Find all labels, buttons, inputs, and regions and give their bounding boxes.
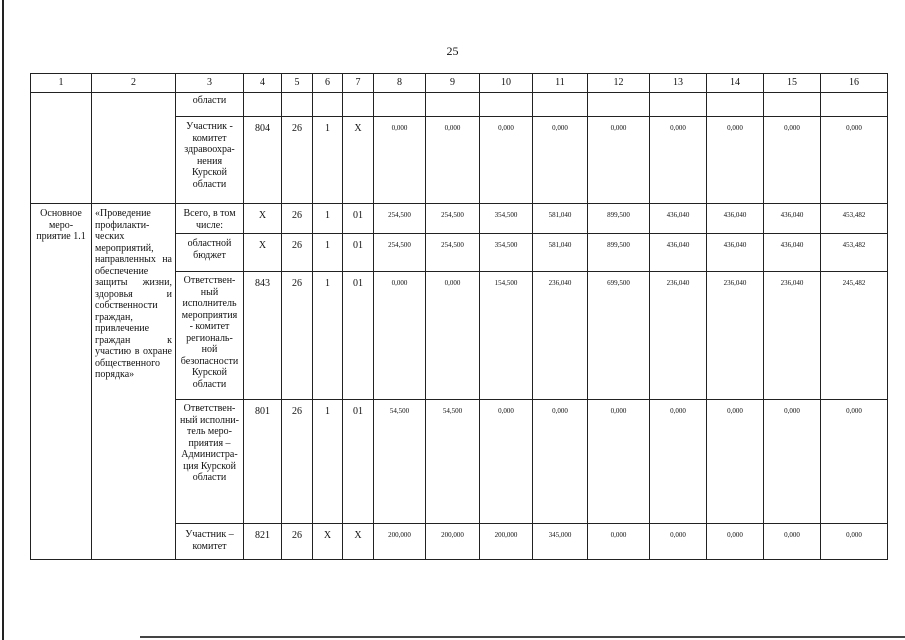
cell-value: 436,040 — [707, 234, 764, 272]
header-cell: 16 — [821, 74, 888, 93]
cell-code: 26 — [282, 272, 313, 400]
cell-code: 1 — [313, 272, 343, 400]
cell-value: 0,000 — [533, 117, 588, 204]
cell-empty — [764, 93, 821, 117]
cell-value: 0,000 — [480, 117, 533, 204]
cell-empty — [92, 93, 176, 204]
cell-empty — [650, 93, 707, 117]
cell-code: 26 — [282, 234, 313, 272]
cell-empty — [282, 93, 313, 117]
cell-code: 1 — [313, 204, 343, 234]
cell-value: 236,040 — [533, 272, 588, 400]
cell-empty — [821, 93, 888, 117]
cell-value: 0,000 — [588, 524, 650, 560]
cell-value: 0,000 — [821, 400, 888, 524]
cell-value: 0,000 — [821, 117, 888, 204]
cell-value: 0,000 — [650, 524, 707, 560]
header-cell: 1 — [31, 74, 92, 93]
cell-value: 0,000 — [764, 117, 821, 204]
cell-empty — [707, 93, 764, 117]
cell-value: 236,040 — [707, 272, 764, 400]
table-row-total — [31, 204, 888, 234]
cell-executor-name: Ответствен-ный исполни-тель меро-приятия – Администра-ция Курской области — [176, 400, 244, 524]
cell-measure-title: «Проведение профилакти-ческих мероприятий, направленных на обеспечение защиты жизни, здоровья и собственности граждан, привлечение граждан к участию в охране общественного порядка» — [92, 204, 176, 560]
cell-code: 843 — [244, 272, 282, 400]
page-edge-left — [2, 0, 4, 640]
cell-value: 254,500 — [374, 234, 426, 272]
cell-value: 0,000 — [764, 524, 821, 560]
cell-value: 0,000 — [650, 117, 707, 204]
cell-value: 200,000 — [480, 524, 533, 560]
cell-value: 345,000 — [533, 524, 588, 560]
cell-code: 1 — [313, 234, 343, 272]
cell-value: 0,000 — [374, 272, 426, 400]
cell-value: 0,000 — [588, 400, 650, 524]
cell-value: 0,000 — [588, 117, 650, 204]
cell-code: 1 — [313, 400, 343, 524]
cell-value: 699,500 — [588, 272, 650, 400]
cell-code: 804 — [244, 117, 282, 204]
header-cell: 13 — [650, 74, 707, 93]
header-cell: 10 — [480, 74, 533, 93]
cell-value: 54,500 — [426, 400, 480, 524]
cell-value: 354,500 — [480, 204, 533, 234]
cell-code: 26 — [282, 400, 313, 524]
cell-value: 0,000 — [533, 400, 588, 524]
cell-value: 254,500 — [374, 204, 426, 234]
cell-value: 0,000 — [650, 400, 707, 524]
cell-executor-name: Участник - комитет здравоохра-нения Курской области — [176, 117, 244, 204]
cell-value: 436,040 — [650, 204, 707, 234]
cell-value: 0,000 — [707, 524, 764, 560]
cell-value: 236,040 — [650, 272, 707, 400]
header-cell: 3 — [176, 74, 244, 93]
cell-value: 354,500 — [480, 234, 533, 272]
cell-empty — [343, 93, 374, 117]
header-row — [31, 74, 888, 93]
cell-value: 453,482 — [821, 204, 888, 234]
cell-measure-id: Основное меро-приятие 1.1 — [31, 204, 92, 560]
header-cell: 11 — [533, 74, 588, 93]
cell-value: 0,000 — [426, 272, 480, 400]
cell-code: Х — [244, 204, 282, 234]
cell-code: 26 — [282, 117, 313, 204]
cell-value: 0,000 — [426, 117, 480, 204]
cell-value: 581,040 — [533, 234, 588, 272]
cell-empty — [31, 93, 92, 204]
cell-code: Х — [244, 234, 282, 272]
cell-code: 01 — [343, 272, 374, 400]
cell-executor-name: области — [176, 93, 244, 117]
header-cell: 6 — [313, 74, 343, 93]
cell-value: 154,500 — [480, 272, 533, 400]
cell-value: 581,040 — [533, 204, 588, 234]
cell-code: Х — [343, 117, 374, 204]
cell-empty — [533, 93, 588, 117]
cell-value: 453,482 — [821, 234, 888, 272]
header-cell: 2 — [92, 74, 176, 93]
header-cell: 15 — [764, 74, 821, 93]
cell-code: 26 — [282, 524, 313, 560]
cell-value: 54,500 — [374, 400, 426, 524]
cell-empty — [244, 93, 282, 117]
header-cell: 7 — [343, 74, 374, 93]
cell-empty — [480, 93, 533, 117]
cell-value: 899,500 — [588, 204, 650, 234]
cell-value: 254,500 — [426, 234, 480, 272]
header-cell: 4 — [244, 74, 282, 93]
cell-value: 0,000 — [764, 400, 821, 524]
cell-value: 254,500 — [426, 204, 480, 234]
cell-value: 200,000 — [426, 524, 480, 560]
cell-value: 436,040 — [764, 234, 821, 272]
cell-empty — [374, 93, 426, 117]
header-cell: 5 — [282, 74, 313, 93]
cell-executor-name: Ответствен-ный исполнитель мероприятия - комитет региональ-ной безопасности Курской области — [176, 272, 244, 400]
cell-value: 436,040 — [707, 204, 764, 234]
page-number: 25 — [446, 44, 459, 58]
header-cell: 12 — [588, 74, 650, 93]
cell-executor-name: Участник – комитет — [176, 524, 244, 560]
header-cell: 9 — [426, 74, 480, 93]
cell-code: 1 — [313, 117, 343, 204]
table-row-continued — [31, 93, 888, 117]
cell-value: 236,040 — [764, 272, 821, 400]
cell-value: 0,000 — [480, 400, 533, 524]
budget-table — [30, 73, 888, 560]
header-cell: 8 — [374, 74, 426, 93]
cell-value: 0,000 — [374, 117, 426, 204]
cell-value: 436,040 — [650, 234, 707, 272]
cell-code: Х — [343, 524, 374, 560]
cell-code: 821 — [244, 524, 282, 560]
cell-value: 436,040 — [764, 204, 821, 234]
cell-executor-name: областной бюджет — [176, 234, 244, 272]
cell-code: Х — [313, 524, 343, 560]
page-edge-bottom — [140, 636, 905, 638]
cell-code: 01 — [343, 234, 374, 272]
cell-value: 245,482 — [821, 272, 888, 400]
cell-value: 899,500 — [588, 234, 650, 272]
cell-code: 01 — [343, 400, 374, 524]
cell-code: 01 — [343, 204, 374, 234]
cell-value: 0,000 — [707, 400, 764, 524]
cell-empty — [313, 93, 343, 117]
cell-empty — [426, 93, 480, 117]
cell-value: 0,000 — [707, 117, 764, 204]
cell-empty — [588, 93, 650, 117]
cell-code: 801 — [244, 400, 282, 524]
cell-executor-name: Всего, в том числе: — [176, 204, 244, 234]
cell-value: 0,000 — [821, 524, 888, 560]
header-cell: 14 — [707, 74, 764, 93]
cell-value: 200,000 — [374, 524, 426, 560]
cell-code: 26 — [282, 204, 313, 234]
